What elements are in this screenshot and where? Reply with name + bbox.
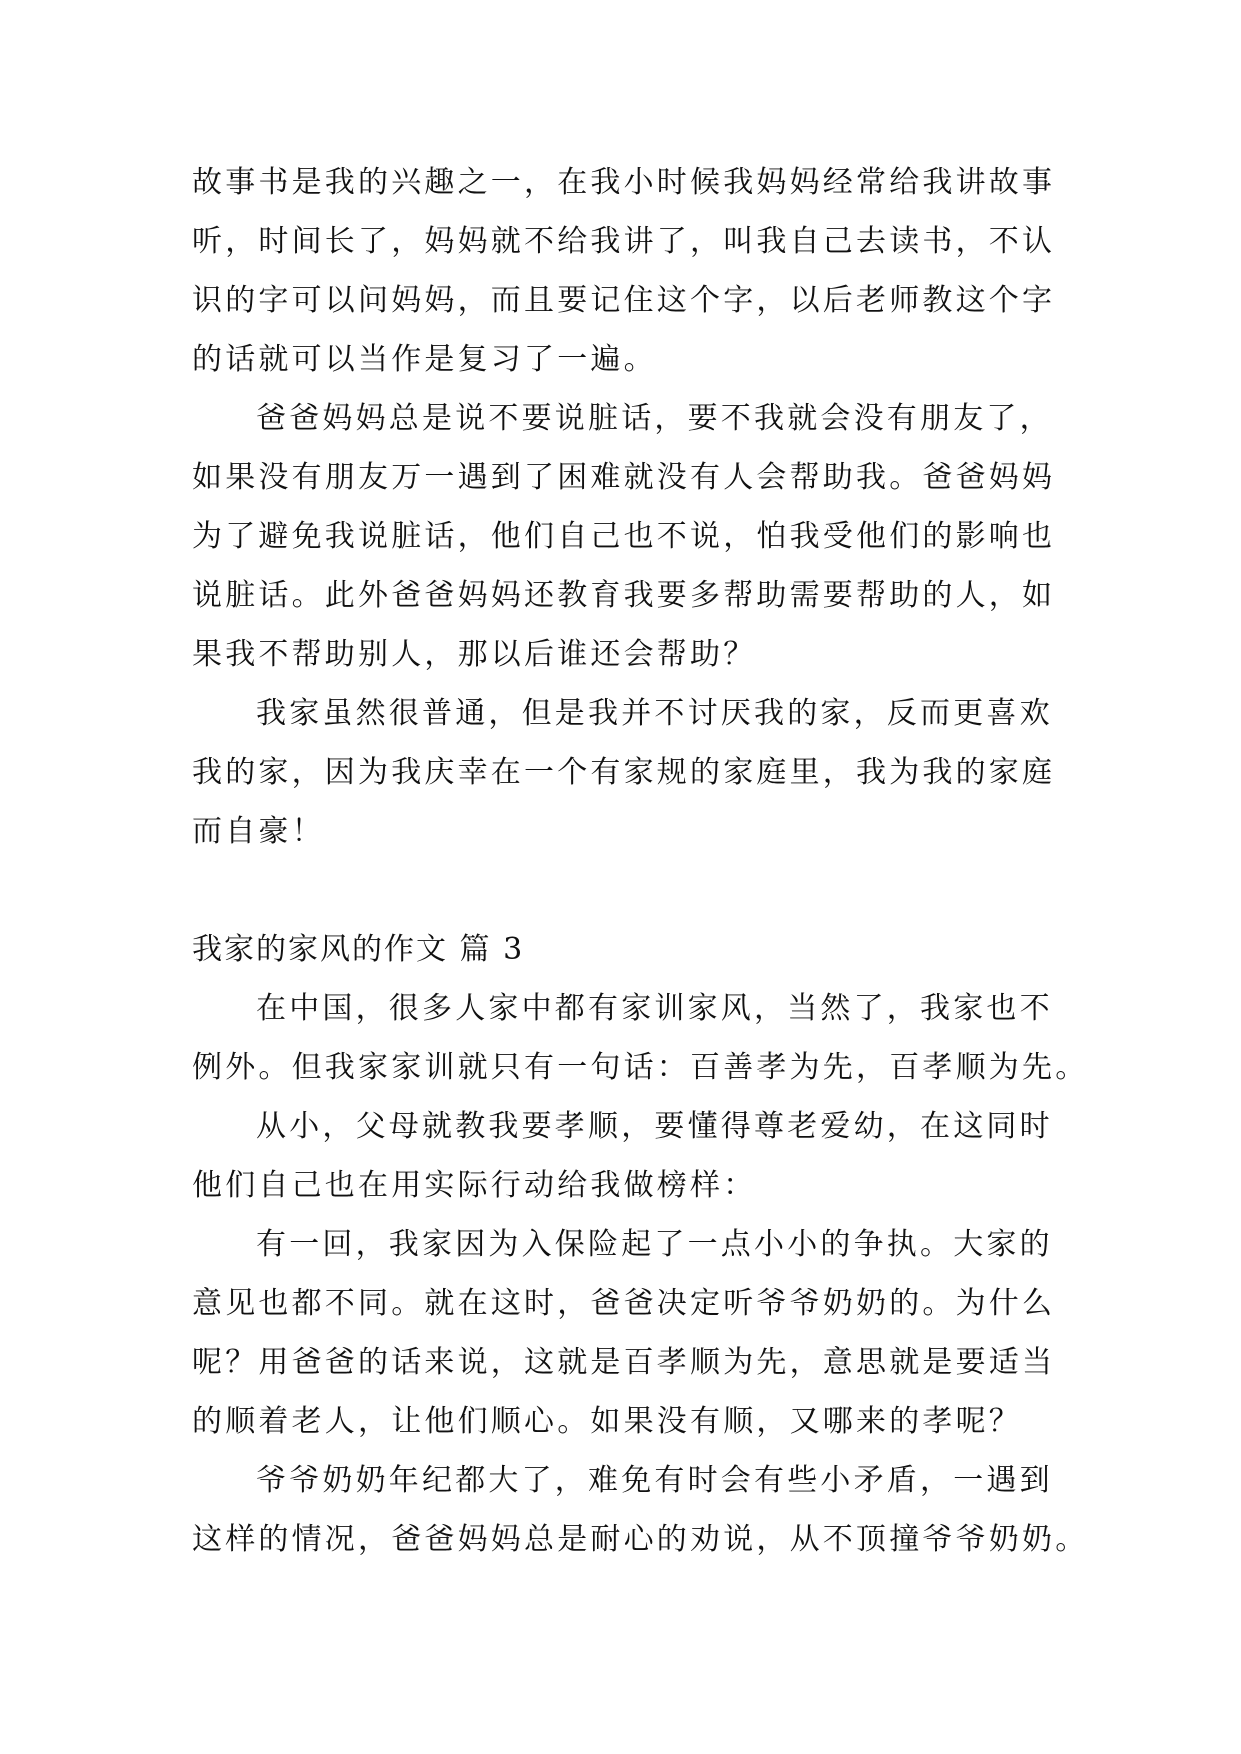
text-line: 的话就可以当作是复习了一遍。 [192,342,657,377]
text-line: 爷爷奶奶年纪都大了，难免有时会有些小矛盾，一遇到 [256,1463,1053,1498]
text-line: 从小，父母就教我要孝顺，要懂得尊老爱幼，在这同时 [256,1109,1053,1144]
text-line: 听，时间长了，妈妈就不给我讲了，叫我自己去读书，不认 [192,224,1056,259]
text-line: 意见也都不同。就在这时，爸爸决定听爷爷奶奶的。为什么 [192,1286,1056,1321]
text-line: 故事书是我的兴趣之一，在我小时候我妈妈经常给我讲故事 [192,165,1056,200]
text-line: 果我不帮助别人，那以后谁还会帮助？ [192,637,757,672]
text-line: 为了避免我说脏话，他们自己也不说，怕我受他们的影响也 [192,519,1056,554]
text-line: 我家虽然很普通，但是我并不讨厌我的家，反而更喜欢 [256,696,1053,731]
text-line: 如果没有朋友万一遇到了困难就没有人会帮助我。爸爸妈妈 [192,460,1056,495]
section-heading: 我家的家风的作文 篇 3 [192,932,525,967]
text-line: 他们自己也在用实际行动给我做榜样： [192,1168,757,1203]
document-page [192,0,1089,1754]
text-line: 这样的情况，爸爸妈妈总是耐心的劝说，从不顶撞爷爷奶奶。 [192,1522,1089,1557]
text-line: 的顺着老人，让他们顺心。如果没有顺，又哪来的孝呢？ [192,1404,1022,1439]
text-line: 而自豪！ [192,814,325,849]
text-line: 说脏话。此外爸爸妈妈还教育我要多帮助需要帮助的人，如 [192,578,1056,613]
text-line: 在中国，很多人家中都有家训家风，当然了，我家也不 [256,991,1053,1026]
text-line: 识的字可以问妈妈，而且要记住这个字，以后老师教这个字 [192,283,1056,318]
text-line: 例外。但我家家训就只有一句话：百善孝为先，百孝顺为先。 [192,1050,1089,1085]
text-line: 爸爸妈妈总是说不要说脏话，要不我就会没有朋友了， [256,401,1053,436]
text-line: 有一回，我家因为入保险起了一点小小的争执。大家的 [256,1227,1053,1262]
text-line: 呢？用爸爸的话来说，这就是百孝顺为先，意思就是要适当 [192,1345,1056,1380]
text-line: 我的家，因为我庆幸在一个有家规的家庭里，我为我的家庭 [192,755,1056,790]
